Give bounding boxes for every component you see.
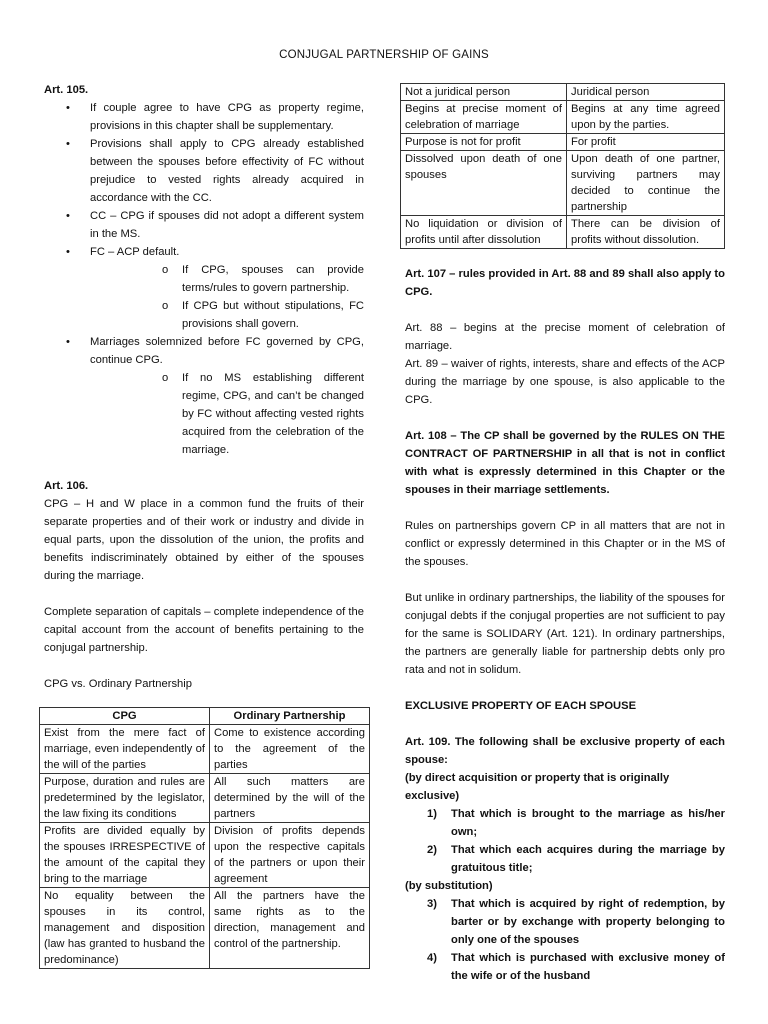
art105-heading: Art. 105. (44, 84, 89, 96)
sub-bullet-icon: o (162, 372, 169, 384)
sub-list-item (90, 369, 364, 459)
list-number: 1) (427, 808, 437, 820)
table-cell: No liquidation or division of profits until after dissolution (401, 216, 567, 249)
exclusive-property-list-substitution (405, 895, 725, 985)
list-item-text: FC – ACP default. (90, 246, 180, 258)
table-cell: Exist from the mere fact of marriage, even independently of the will of the parties (40, 725, 210, 774)
table-cell: Begins at precise moment of celebration of marriage (401, 101, 567, 134)
list-item-text: That which is purchased with exclusive money of the wife or of the husband (451, 952, 725, 982)
art88-paragraph: Art. 88 – begins at the precise moment of celebration of marriage. (405, 322, 725, 352)
list-item-text: That which is acquired by right of redemption, by barter or by exchange with property belonging to only one of the spouses (451, 898, 725, 946)
sub-list (90, 261, 364, 333)
substitution-label: (by substitution) (405, 880, 493, 892)
table-cell: Purpose is not for profit (401, 134, 567, 151)
art108-paragraph: Art. 108 – The CP shall be governed by the RULES ON THE CONTRACT OF PARTNERSHIP in all that is not in conflict with what is expressly determined in this Chapter or the spouses in their marriage settlements. (405, 430, 725, 496)
partnership-rules-paragraph: Rules on partnerships govern CP in all matters that are not in conflict or expressly determined in this Chapter or in the MS of the spouses. (405, 520, 725, 568)
list-item (405, 805, 725, 841)
sub-list-item-text: If CPG but without stipulations, FC provisions shall govern. (182, 300, 364, 330)
table-cell: Juridical person (567, 84, 725, 101)
exclusive-property-heading: EXCLUSIVE PROPERTY OF EACH SPOUSE (405, 700, 637, 712)
table-cell: Upon death of one partner, surviving partners may decided to continue the partnership (567, 151, 725, 216)
sub-list-item-text: If no MS establishing different regime, CPG, and can’t be changed by FC without affecting vested rights acquired from the celebration of the marriage. (182, 372, 364, 456)
art106-paragraph: CPG – H and W place in a common fund the fruits of their separate properties and of their work or industry and divide in equal parts, upon the dissolution of the union, the profits and benefits indiscriminately obtained by either of the spouses during the marriage. (44, 498, 364, 582)
table-cell: There can be division of profits without dissolution. (567, 216, 725, 249)
partnership-comparison-table (400, 83, 725, 249)
table-header-row (40, 708, 370, 725)
list-number: 4) (427, 952, 437, 964)
sub-list (90, 369, 364, 459)
table-cell: Profits are divided equally by the spouses IRRESPECTIVE of the amount of the capital they bring to the marriage (40, 823, 210, 888)
sub-list-item (90, 261, 364, 297)
list-item (44, 333, 364, 459)
table-row (401, 134, 725, 151)
list-item: • CC – CPG if spouses did not adopt a different system in the MS. (44, 207, 364, 243)
table-cell: All the partners have the same rights as to the direction, management and control of the partnership. (210, 888, 370, 969)
list-item (44, 243, 364, 333)
list-item-text: Marriages solemnized before FC governed by CPG, continue CPG. (90, 336, 364, 366)
table-cell: No equality between the spouses in its control, management and disposition (law has granted to husband the predominance) (40, 888, 210, 969)
cpg-comparison-table (39, 707, 370, 969)
sub-bullet-icon: o (162, 300, 169, 312)
page-title: CONJUGAL PARTNERSHIP OF GAINS (279, 49, 489, 61)
table-cell: Division of profits depends upon the respective capitals of the partners or upon their agreement (210, 823, 370, 888)
art105-list (44, 99, 364, 459)
list-item-text: That which each acquires during the marriage by gratuitous title; (451, 844, 725, 874)
sub-list-item-text: If CPG, spouses can provide terms/rules to govern partnership. (182, 264, 364, 294)
table-row (401, 101, 725, 134)
table-row (401, 216, 725, 249)
list-item (405, 895, 725, 949)
table-cell: Purpose, duration and rules are predetermined by the legislator, the law fixing its conditions (40, 774, 210, 823)
exclusive-property-list-direct (405, 805, 725, 877)
table-row (40, 725, 370, 774)
table-cell: Dissolved upon death of one spouses (401, 151, 567, 216)
table-cell: For profit (567, 134, 725, 151)
list-number: 2) (427, 844, 437, 856)
table-row (401, 151, 725, 216)
table-row (40, 888, 370, 969)
table-cell: Not a juridical person (401, 84, 567, 101)
art89-paragraph: Art. 89 – waiver of rights, interests, share and effects of the ACP during the marriage by one spouse, is also applicable to the CPG. (405, 358, 725, 406)
table-row (40, 823, 370, 888)
column-header: Ordinary Partnership (210, 708, 370, 725)
art107-paragraph: Art. 107 – rules provided in Art. 88 and 89 shall also apply to CPG. (405, 268, 725, 298)
table-cell: Come to existence according to the agreement of the parties (210, 725, 370, 774)
list-item: • Provisions shall apply to CPG already established between the spouses before effectivity of FC without prejudice to vested rights already acquired in accordance with the CC. (44, 135, 364, 207)
direct-acquisition-label: (by direct acquisition or property that is originally exclusive) (405, 772, 670, 802)
left-column (44, 81, 364, 969)
table-cell: All such matters are determined by the will of the partners (210, 774, 370, 823)
list-item-text: That which is brought to the marriage as his/her own; (451, 808, 725, 838)
capital-separation-paragraph: Complete separation of capitals – complete independence of the capital account from the account of benefits pertaining to the conjugal partnership. (44, 606, 364, 654)
table-cell: Begins at any time agreed upon by the parties. (567, 101, 725, 134)
table-row (40, 774, 370, 823)
column-header: CPG (40, 708, 210, 725)
sub-list-item (90, 297, 364, 333)
list-number: 3) (427, 898, 437, 910)
art106-heading: Art. 106. (44, 480, 89, 492)
solidary-liability-paragraph: But unlike in ordinary partnerships, the liability of the spouses for conjugal debts if the conjugal properties are not sufficient to pay for the same is SOLIDARY (Art. 121). In ordinary partnerships, the partners are generally liable for partnership debts only pro rata and not in solidum. (405, 592, 725, 676)
list-item (405, 841, 725, 877)
right-column (405, 83, 725, 985)
list-item: • If couple agree to have CPG as property regime, provisions in this chapter shall be supplementary. (44, 99, 364, 135)
comparison-caption: CPG vs. Ordinary Partnership (44, 678, 192, 690)
table-row (401, 84, 725, 101)
sub-bullet-icon: o (162, 264, 169, 276)
list-item (405, 949, 725, 985)
art109-paragraph: Art. 109. The following shall be exclusive property of each spouse: (405, 736, 725, 766)
